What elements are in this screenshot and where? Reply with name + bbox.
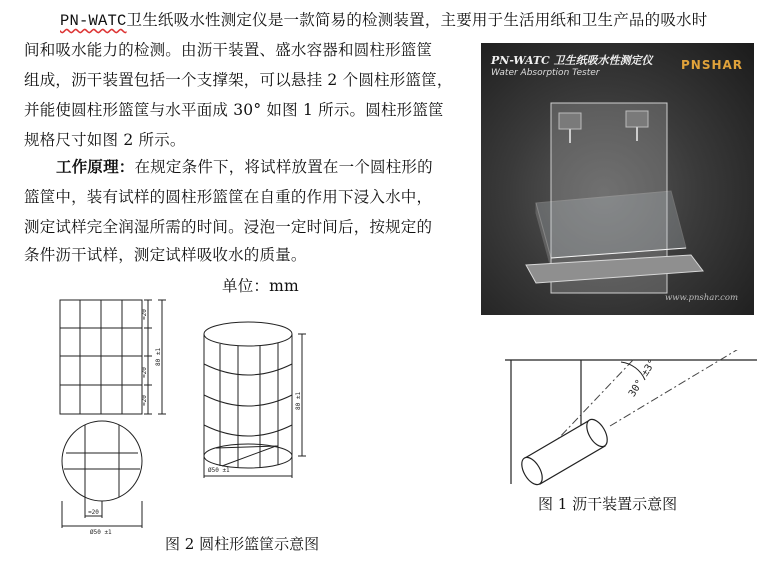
paragraph-2-line-3: 测定试样完全润湿所需的时间。浸泡一定时间后，按规定的 bbox=[24, 218, 433, 236]
dim-total-height-right: 80 ±1 bbox=[295, 391, 302, 410]
dim-diameter-left: Ø50 ±1 bbox=[90, 529, 112, 536]
angle-label: 30° ±3° bbox=[626, 357, 659, 399]
paragraph-2-line-1 bbox=[56, 152, 433, 182]
paragraph-1-line-1-text: 卫生纸吸水性测定仪是一款简易的检测装置，主要用于生活用纸和卫生产品的吸水时 bbox=[126, 11, 708, 29]
photo-title: PN-WATC 卫生纸吸水性测定仪 bbox=[491, 54, 653, 67]
dim-row-4: ≈20 bbox=[141, 395, 148, 406]
tester-device-illustration bbox=[481, 43, 754, 315]
working-principle-heading: 工作原理： bbox=[56, 157, 135, 176]
figure-1-drawing bbox=[495, 350, 765, 490]
paragraph-1-line-3: 组成，沥干装置包括一个支撑架，可以悬挂 2 个圆柱形篮筐， bbox=[24, 71, 453, 89]
paragraph-1-line-1 bbox=[60, 5, 707, 36]
figure-2-caption: 图 2 圆柱形篮筐示意图 bbox=[165, 535, 320, 553]
basket-front-view-grid bbox=[60, 300, 166, 414]
basket-isometric-view bbox=[204, 322, 306, 478]
dim-circle-inner: ≈20 bbox=[88, 509, 99, 516]
model-name: PN-WATC bbox=[60, 12, 127, 30]
paragraph-1-line-5: 规格尺寸如图 2 所示。 bbox=[24, 131, 186, 149]
dim-row-3: ≈20 bbox=[141, 367, 148, 378]
photo-url: www.pnshar.com bbox=[665, 293, 739, 303]
dim-row-1: ≈20 bbox=[141, 309, 148, 320]
photo-subtitle: Water Absorption Tester bbox=[491, 68, 600, 78]
photo-logo: PNSHAR bbox=[681, 58, 744, 72]
paragraph-2-line-1-text: 在规定条件下，将试样放置在一个圆柱形的 bbox=[134, 158, 433, 176]
basket-top-view bbox=[62, 421, 142, 528]
paragraph-2-line-4: 条件沥干试样，测定试样吸收水的质量。 bbox=[24, 246, 307, 264]
product-photo bbox=[481, 43, 754, 315]
dim-diameter-right: Ø50 ±1 bbox=[208, 467, 230, 474]
paragraph-1-line-2: 间和吸水能力的检测。由沥干装置、盛水容器和圆柱形篮筐 bbox=[24, 41, 433, 59]
paragraph-2-line-2: 篮筐中，装有试样的圆柱形篮筐在自重的作用下浸入水中， bbox=[24, 188, 433, 206]
figure-2-drawing bbox=[40, 296, 360, 536]
figure-1-caption: 图 1 沥干装置示意图 bbox=[538, 495, 678, 513]
unit-label: 单位：mm bbox=[222, 277, 299, 295]
paragraph-1-line-4: 并能使圆柱形篮筐与水平面成 30° 如图 1 所示。圆柱形篮筐 bbox=[24, 101, 444, 119]
dim-total-height-left: 80 ±1 bbox=[155, 347, 162, 366]
